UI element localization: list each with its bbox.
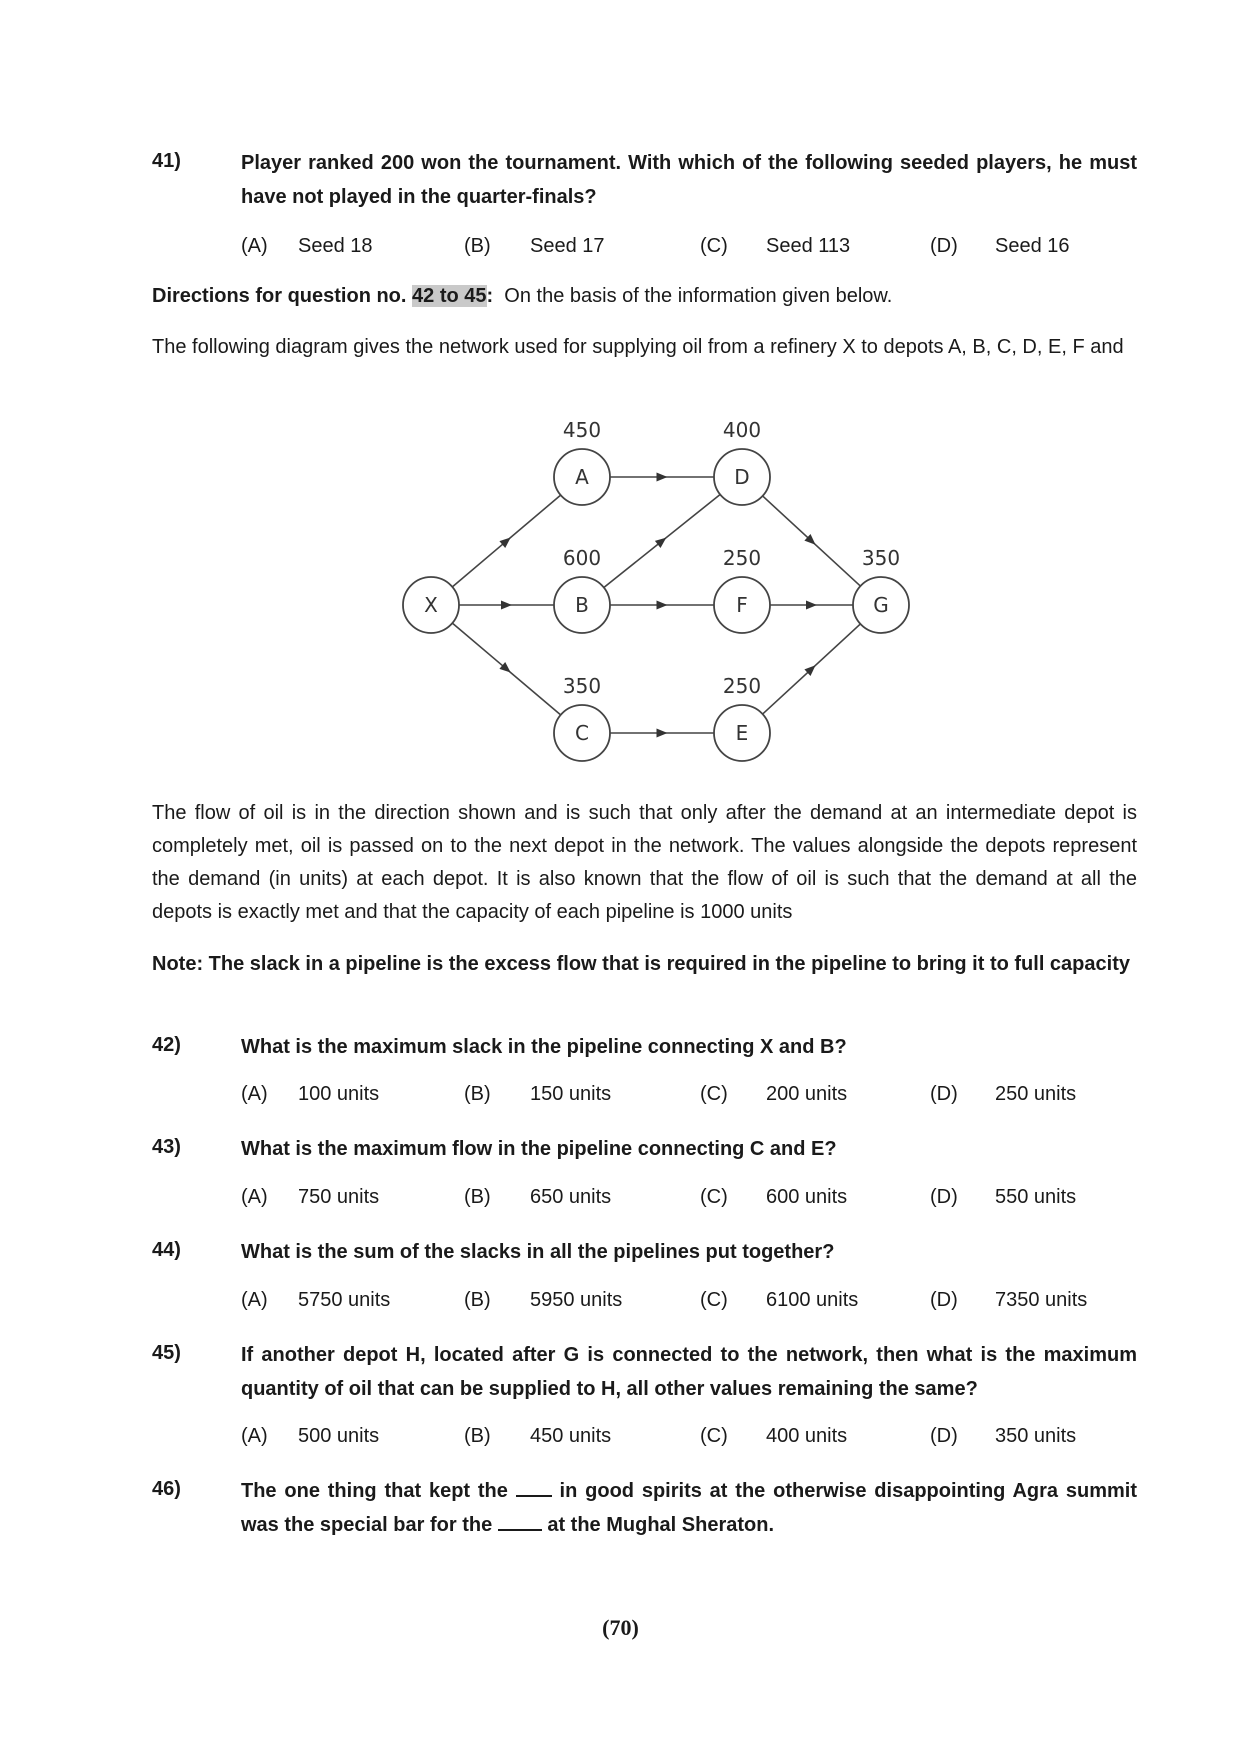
option-value: 350 units <box>995 1425 1077 1447</box>
option-label: (A) <box>241 1425 268 1447</box>
question-text: What is the maximum flow in the pipeline connecting C and E? <box>241 1138 837 1160</box>
option-value: Seed 18 <box>298 235 373 257</box>
depot-demand: 250 <box>722 546 762 570</box>
note-text: The slack in a pipeline is the excess flow that is required in the pipeline to bring it to full capacity <box>208 953 1130 975</box>
intro-paragraph: The following diagram gives the network used for supplying oil from a refinery X to depots A, B, C, D, E, F and <box>152 336 1124 358</box>
question-text: What is the maximum slack in the pipeline connecting X and B? <box>241 1036 847 1058</box>
fill-in-blank <box>498 1511 542 1531</box>
depot-label: C <box>575 721 589 745</box>
option-label: (C) <box>700 1289 728 1311</box>
option-value: 650 units <box>530 1186 612 1208</box>
option-value: 6100 units <box>766 1289 859 1311</box>
option-label: (B) <box>464 1425 491 1447</box>
depot-demand: 600 <box>562 546 602 570</box>
depot-label: D <box>734 465 750 489</box>
question-text-part: The one thing that kept the <box>241 1480 508 1502</box>
depot-label: X <box>424 593 438 617</box>
option-label: (C) <box>700 1083 728 1105</box>
question-text: If another depot H, located after G is connected to the network, then what is the maximum quantity of oil that can be supplied to H, all other values remaining the same? <box>241 1344 1137 1400</box>
depot-nodes <box>403 418 909 761</box>
option-value: 550 units <box>995 1186 1077 1208</box>
question-text-part: in good spirits at the otherwise disappointing Agra summit was the special bar for the <box>241 1480 1137 1536</box>
flow-paragraph: The flow of oil is in the direction shown and is such that only after the demand at an intermediate depot is completely met, oil is passed on to the next depot in the network. The values alongside the depots represent the demand (in units) at each depot. It is also known that the flow of oil is such that the demand at all the depots is exactly met and that the capacity of each pipeline is 1000 units <box>152 802 1137 923</box>
option-label: (D) <box>930 1083 958 1105</box>
oil-network-diagram <box>395 405 935 780</box>
depot-demand: 400 <box>722 418 762 442</box>
option-label: (D) <box>930 1186 958 1208</box>
question-number: 41) <box>152 150 181 172</box>
option-label: (D) <box>930 235 958 257</box>
option-value: 250 units <box>995 1083 1077 1105</box>
directions-prefix: Directions for question no. <box>152 285 413 307</box>
question-text: Player ranked 200 won the tournament. With which of the following seeded players, he must have not played in the quarter-finals? <box>241 152 1137 208</box>
option-value: Seed 17 <box>530 235 605 257</box>
option-label: (A) <box>241 1186 268 1208</box>
page-number: (70) <box>602 1615 639 1640</box>
option-label: (C) <box>700 1425 728 1447</box>
question-text <box>241 1474 1137 1542</box>
question-text: What is the sum of the slacks in all the pipelines put together? <box>241 1241 835 1263</box>
option-label: (B) <box>464 1289 491 1311</box>
question-number: 43) <box>152 1136 181 1158</box>
flow-arrow-icon <box>657 601 668 610</box>
flow-arrow-icon <box>657 473 668 482</box>
depot-demand: 450 <box>562 418 602 442</box>
option-label: (C) <box>700 1186 728 1208</box>
directions-range: 42 to 45 <box>412 285 487 307</box>
question-number: 42) <box>152 1034 181 1056</box>
option-value: 7350 units <box>995 1289 1088 1311</box>
depot-label: A <box>575 465 589 489</box>
option-value: 450 units <box>530 1425 612 1447</box>
depot-label: B <box>575 593 589 617</box>
option-label: (A) <box>241 235 268 257</box>
pipeline-edges <box>452 473 860 738</box>
option-label: (A) <box>241 1083 268 1105</box>
option-label: (D) <box>930 1425 958 1447</box>
directions-text: On the basis of the information given below. <box>504 285 893 307</box>
option-label: (C) <box>700 235 728 257</box>
depot-demand: 350 <box>562 674 602 698</box>
option-value: 200 units <box>766 1083 848 1105</box>
option-value: 5950 units <box>530 1289 623 1311</box>
option-label: (B) <box>464 1186 491 1208</box>
depot-label: G <box>873 593 889 617</box>
flow-arrow-icon <box>501 601 512 610</box>
option-value: Seed 16 <box>995 235 1070 257</box>
question-number: 44) <box>152 1239 181 1261</box>
depot-demand: 250 <box>722 674 762 698</box>
directions-colon: : <box>486 285 494 307</box>
depot-label: E <box>735 721 749 745</box>
fill-in-blank <box>516 1477 552 1497</box>
option-value: 5750 units <box>298 1289 391 1311</box>
option-label: (A) <box>241 1289 268 1311</box>
flow-arrow-icon <box>657 729 668 738</box>
option-label: (B) <box>464 235 491 257</box>
option-value: 600 units <box>766 1186 848 1208</box>
directions <box>152 285 892 308</box>
note-label: Note: <box>152 953 204 975</box>
depot-demand: 350 <box>861 546 901 570</box>
option-value: 500 units <box>298 1425 380 1447</box>
question-text-part: at the Mughal Sheraton. <box>547 1514 775 1536</box>
option-label: (B) <box>464 1083 491 1105</box>
option-value: 100 units <box>298 1083 380 1105</box>
option-value: Seed 113 <box>766 235 851 257</box>
option-value: 750 units <box>298 1186 380 1208</box>
question-number: 45) <box>152 1342 181 1364</box>
question-number: 46) <box>152 1478 181 1500</box>
option-value: 150 units <box>530 1083 612 1105</box>
flow-arrow-icon <box>655 538 666 548</box>
flow-arrow-icon <box>806 601 817 610</box>
option-label: (D) <box>930 1289 958 1311</box>
note <box>152 948 1137 981</box>
option-value: 400 units <box>766 1425 848 1447</box>
depot-label: F <box>736 593 748 617</box>
